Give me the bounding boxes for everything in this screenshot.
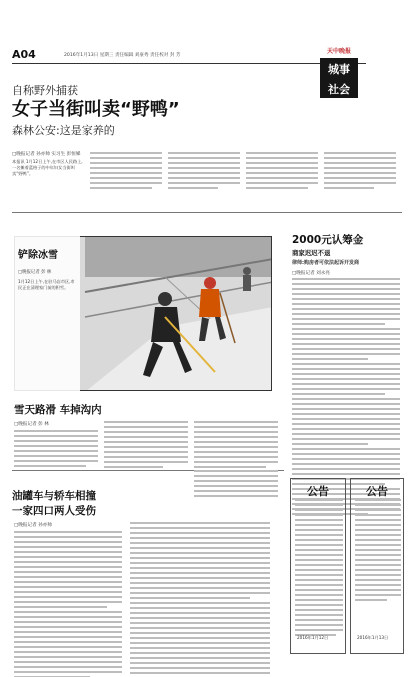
snow-headline: 雪天路滑 车掉沟内 — [14, 404, 102, 416]
lead-headline: 女子当街叫卖“野鸭” — [12, 99, 180, 120]
snow-byline: □晚报记者 彭 林 — [14, 422, 49, 427]
section-tag-line1: 城事 — [328, 63, 350, 76]
lead-text: 本报讯 1月12日上午,在市区人民路上,一名摊着蓝格子的中年妇女当街叫卖“野鸭”。 — [12, 159, 83, 176]
right-subhead-1: 商家迟迟不退 — [292, 249, 331, 257]
lead-column-5 — [324, 152, 396, 192]
crash-col-1 — [14, 531, 122, 677]
right-byline: □晚报记者 刘永亮 — [292, 271, 330, 276]
snow-col-3 — [194, 421, 278, 471]
notice-body-1 — [295, 499, 343, 639]
right-headline: 2000元认筹金 — [292, 234, 364, 246]
crash-col-2 — [130, 522, 270, 677]
notice-body-2 — [355, 499, 401, 604]
lead-column-2 — [90, 152, 162, 192]
lead-kicker: 自称野外捕获 — [12, 84, 78, 97]
page-header — [12, 50, 366, 64]
masthead-logo: 天中晚报 — [326, 48, 351, 55]
section-tag — [320, 58, 358, 98]
lead-column-3 — [168, 152, 240, 192]
crash-headline-1: 油罐车与轿车相撞 — [12, 490, 96, 502]
notice-title-2: 公告 — [366, 485, 388, 498]
section-tag-line2: 社会 — [328, 83, 350, 96]
lead-subhead: 森林公安:这是家养的 — [12, 124, 115, 137]
notice-title-1: 公告 — [307, 485, 329, 498]
crash-byline: □晚报记者 孙亦帅 — [14, 523, 52, 528]
lead-column-4 — [246, 152, 318, 192]
photo-byline: □晚报记者 彭 林 — [18, 270, 52, 275]
notice-date-2: 2016年1月13日 — [357, 635, 389, 640]
photo-title: 铲除冰雪 — [18, 250, 58, 261]
notice-date-1: 2016年1月12日 — [297, 635, 329, 640]
snow-col-1 — [14, 430, 98, 470]
crash-col-3 — [194, 470, 278, 500]
right-subhead-2: 律师:购房者可依法起诉开发商 — [292, 260, 360, 266]
lead-byline: □晚报记者 孙亦帅 实习生 彭恒娣 — [12, 152, 81, 157]
crash-headline-2: 一家四口两人受伤 — [12, 505, 96, 517]
notice-box-2 — [350, 478, 404, 654]
photo-caption — [14, 236, 80, 391]
section-divider — [12, 212, 402, 213]
photo-caption-text: 1月12日上午,在驻马店市区,市民正在清理家门前的积雪。 — [18, 279, 75, 290]
page-number: A04 — [12, 48, 36, 61]
snow-col-2 — [104, 421, 188, 471]
notice-box-1 — [290, 478, 346, 654]
header-dateline: 2016年1月13日 星期三 责任编辑 刘豪秀 责任校对 封 芳 — [64, 53, 181, 58]
